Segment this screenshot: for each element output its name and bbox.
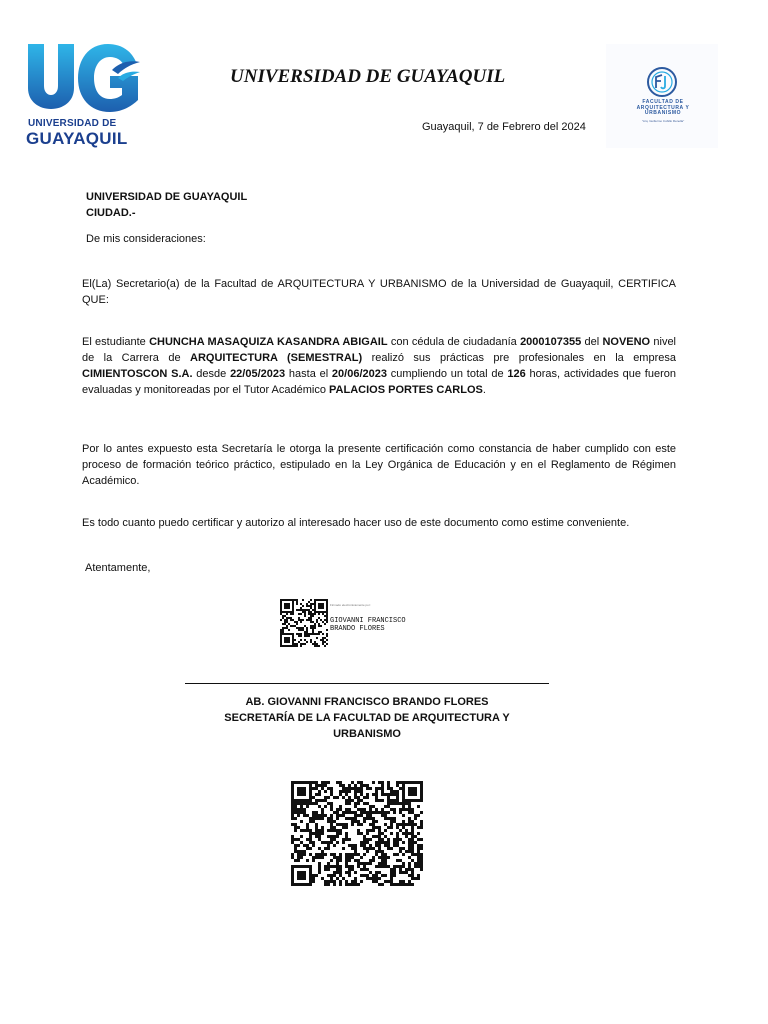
closing: Atentamente, [85,562,151,574]
page-title: UNIVERSIDAD DE GUAYAQUIL [230,66,506,87]
signer-name: AB. GIOVANNI FRANCISCO BRANDO FLORES [245,696,489,708]
ug-logo-icon [24,40,142,120]
document-date: Guayaquil, 7 de Febrero del 2024 [422,121,586,133]
student-id: 2000107355 [520,336,582,348]
faculty-logo-text: FACULTAD DE ARQUITECTURA Y URBANISMO [636,99,690,116]
body-text: desde [192,368,231,380]
signature-name [330,617,406,633]
signature-line [185,683,549,684]
body-text: hasta el [285,368,332,380]
signature-name-line2: BRANDO FLORES [330,625,385,633]
student-name: CHUNCHA MASAQUIZA KASANDRA ABIGAIL [149,336,388,348]
certification-paragraph [82,334,676,398]
body-text: del [581,336,603,348]
signature-name-line1: GIOVANNI FRANCISCO [330,617,406,625]
end-date: 20/06/2023 [331,368,387,380]
total-hours: 126 [507,368,526,380]
legal-paragraph: Por lo antes expuesto esta Secretaría le otorga la presente certificación como constancia de haber cumplido con este proceso de formación teórico práctico, estipulado en la Ley Orgánica de Educación y en el Reglamento de Régimen Académico. [82,443,676,487]
signer-title-line2: URBANISMO [333,728,401,740]
body-text: horas, actividades que fueron evaluadas y monitoreadas por el Tutor Académico [82,368,676,396]
university-logo [24,40,142,148]
body-text: cumpliendo un total de [386,368,508,380]
verification-qr-icon [291,781,423,887]
signer-title-line1: SECRETARÍA DE LA FACULTAD DE ARQUITECTURA Y [224,712,510,724]
signer-block [185,694,549,742]
signature-qr-icon [280,599,328,647]
company-name: CIMIENTOSCON S.A. [82,368,193,380]
recipient-block [86,189,247,221]
greeting: De mis consideraciones: [86,233,206,245]
body-text: con cédula de ciudadanía [387,336,521,348]
body-text: . [482,384,486,396]
signature-fine-print: Firmado electrónicamente por: [330,603,371,607]
start-date: 22/05/2023 [230,368,286,380]
tutor-name: PALACIOS PORTES CARLOS [329,384,483,396]
career-name: ARQUITECTURA (SEMESTRAL) [190,352,363,364]
intro-paragraph: El(La) Secretario(a) de la Facultad de ARQUITECTURA Y URBANISMO de la Universidad de Guayaquil, CERTIFICA QUE: [82,278,676,306]
student-level: NOVENO [602,336,651,348]
body-text: nivel de la Carrera de [82,336,677,364]
recipient-line2: CIUDAD.- [86,207,136,219]
recipient-line1: UNIVERSIDAD DE GUAYAQUIL [86,191,248,203]
body-text: El estudiante [82,336,150,348]
faculty-logo [606,44,718,148]
body-text: realizó sus prácticas pre profesionales en la empresa [362,352,676,364]
faculty-logo-icon [646,66,678,98]
logo-name-line2: GUAYAQUIL [26,129,128,148]
faculty-logo-motto: "Arq. Guillermo Cubillo Renella" [641,119,685,123]
logo-name-line1: UNIVERSIDAD DE [28,118,117,129]
authorization-paragraph: Es todo cuanto puedo certificar y autorizo al interesado hacer uso de este documento como estime conveniente. [82,517,630,529]
